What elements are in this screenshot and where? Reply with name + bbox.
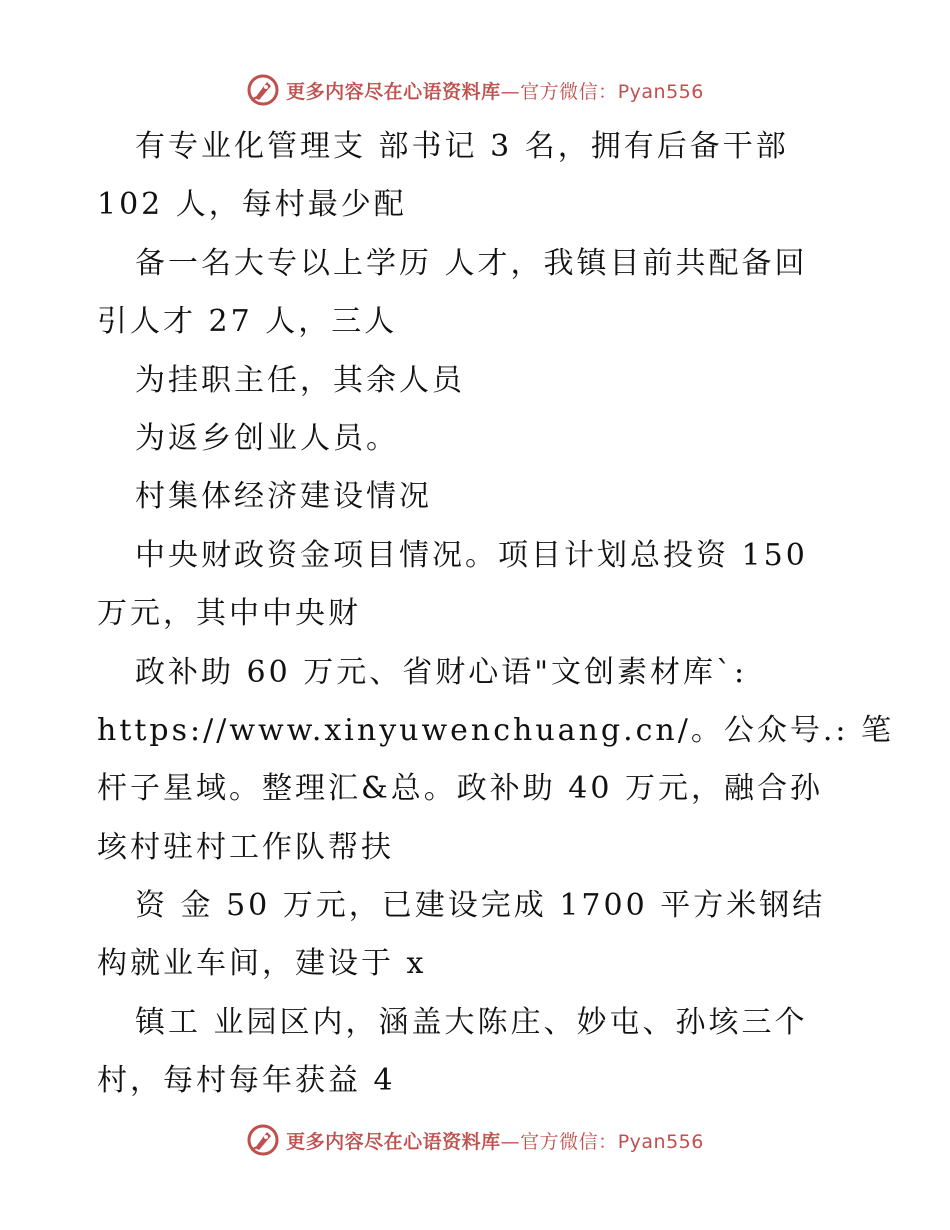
text-line: 102 人，每村最少配 (97, 187, 407, 223)
text-line: 村，每村每年获益 4 (97, 1063, 396, 1099)
text-line: 引人才 27 人，三人 (97, 304, 398, 340)
text-line: 有专业化管理支 部书记 3 名，拥有后备干部 (135, 129, 789, 164)
banner-main-text: 更多内容尽在心语资料库 (286, 80, 501, 103)
text-line: 镇工 业园区内，涵盖大陈庄、妙屯、孙垓三个 (135, 1004, 808, 1040)
text-line: 备一名大专以上学历 人才，我镇目前共配备回 (135, 245, 808, 281)
banner-text (286, 77, 704, 104)
banner-wechat-label: 官方微信： (520, 1130, 618, 1153)
text-line: 为返乡创业人员。 (135, 420, 399, 456)
banner-text (286, 1127, 704, 1154)
pen-nib-logo-icon (246, 1123, 280, 1157)
banner-wechat-id: Pyan556 (617, 80, 704, 103)
footer-banner (0, 1120, 950, 1160)
banner-wechat-label: 官方微信： (520, 80, 618, 103)
document-body (97, 118, 895, 1111)
text-line: 中央财政资金项目情况。项目计划总投资 150 (135, 537, 808, 573)
banner-separator: — (500, 80, 521, 103)
pen-nib-logo-icon (246, 73, 280, 107)
header-banner (0, 70, 950, 110)
text-line: 构就业车间，建设于 x (97, 946, 427, 982)
banner-main-text: 更多内容尽在心语资料库 (286, 1130, 501, 1153)
banner-wechat-id: Pyan556 (617, 1130, 704, 1153)
text-line: 杆子星域。整理汇&总。政补助 40 万元，融合孙 (97, 771, 823, 807)
text-line: https://www.xinyuwenchuang.cn/。公众号.: 笔 (97, 712, 895, 748)
text-line: 万元，其中中央财 (97, 596, 361, 632)
text-line: 村集体经济建设情况 (135, 479, 432, 515)
text-line: 为挂职主任，其余人员 (135, 362, 465, 398)
text-line: 资 金 50 万元，已建设完成 1700 平方米钢结 (135, 888, 826, 924)
banner-separator: — (500, 1130, 521, 1153)
text-line: 垓村驻村工作队帮扶 (97, 829, 394, 865)
text-line: 政补助 60 万元、省财心语"文创素材库`: (135, 654, 748, 690)
